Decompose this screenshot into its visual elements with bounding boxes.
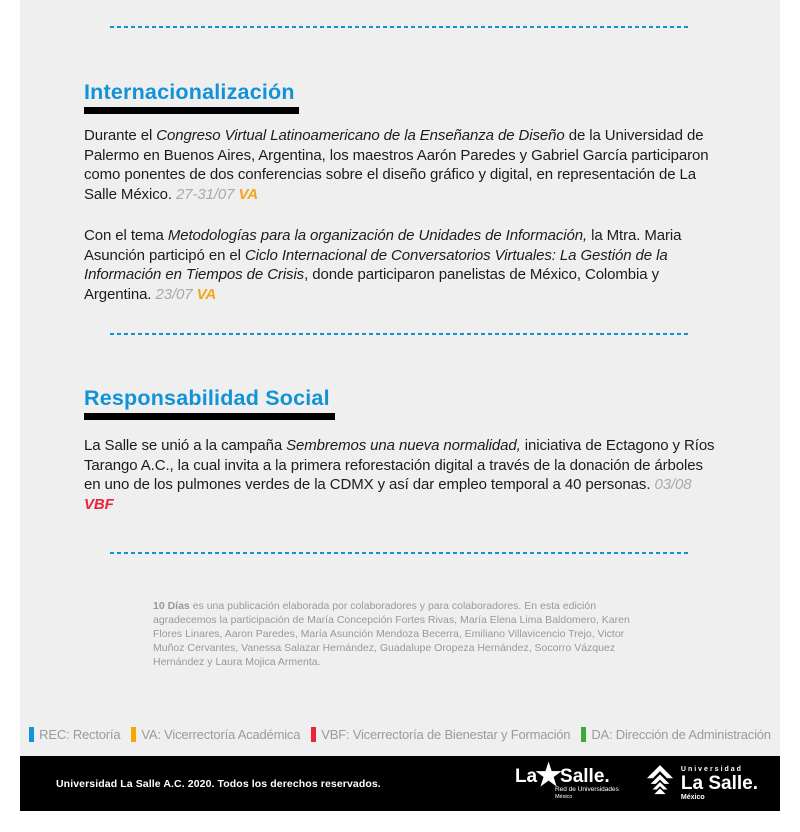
dashed-separator-top: [110, 26, 690, 28]
section-heading: Responsabilidad Social: [84, 386, 330, 410]
legend-label: DA: Dirección de Administración: [591, 727, 771, 742]
credits-text: 10 Días es una publicación elaborada por colaboradores y para colaboradores. En esta edición agradecemos la participación de María Concepción Fortes Rivas, María Elena Lima Baldomero, Karen Flores Linares, Aaron Paredes, María Asunción Mendoza Becerra, Emiliano Villavicencio Trejo, Victor Muñoz Cervantes, Vanessa Salazar Hernández, Guadalupe Oropeza Hernández, Socorro Vázquez Hernández y Laura Mojica Armenta.: [153, 600, 630, 668]
va-color-swatch: [131, 727, 136, 742]
legend-label: REC: Rectoría: [39, 727, 121, 742]
footer-logos: [514, 759, 758, 803]
star-icon: ★: [535, 759, 563, 792]
lasalle-mexico-wordmark: [681, 766, 758, 802]
paragraph-sembremos: La Salle se unió a la campaña Sembremos una nueva normalidad, iniciativa de Ectagono y Ríos Tarango A.C., la cual invita a la primera reforestación digital a través de la donación de árboles en uno de los pulmones verdes de la CDMX y así dar empleo temporal a 40 personas. 03/08 VBF: [84, 437, 715, 513]
heading-underline-bar: [84, 107, 299, 114]
legend-bar: [20, 727, 780, 742]
rec-color-swatch: [29, 727, 34, 742]
da-color-swatch: [581, 727, 586, 742]
wordmark-salle: Salle.: [560, 765, 610, 787]
legend-item-vbf: [311, 727, 570, 742]
section-heading: Internacionalización: [84, 80, 295, 104]
legend-item-rec: [29, 727, 120, 742]
dashed-separator-bottom: [110, 552, 690, 554]
section-internacionalizacion: [84, 80, 295, 114]
legend-item-da: [581, 727, 771, 742]
heading-underline-bar: [84, 413, 335, 420]
universidad-label: Universidad: [680, 765, 743, 773]
lasalle-shield-icon: [645, 764, 675, 803]
mexico-label: México: [554, 793, 573, 800]
lasalle-red-universidades-logo: [514, 759, 619, 801]
dashed-separator-middle: [110, 333, 690, 335]
legend-label: VA: Vicerrectoría Académica: [141, 727, 301, 742]
copyright-text: Universidad La Salle A.C. 2020. Todos los derechos reservados.: [56, 777, 381, 790]
paragraph-congreso-virtual: Durante el Congreso Virtual Latinoamericano de la Enseñanza de Diseño de la Universidad de Palermo en Buenos Aires, Argentina, los maestros Aarón Paredes y Gabriel García participaron como ponentes de dos conferencias sobre el diseño gráfico y digital, en representación de La Salle México. 27-31/07 VA: [84, 127, 709, 203]
red-de-universidades-label: Red de Universidades: [554, 785, 619, 793]
section-responsabilidad-social: [84, 386, 330, 420]
vbf-color-swatch: [311, 727, 316, 742]
legend-item-va: [131, 727, 300, 742]
wordmark-la: La: [514, 765, 538, 787]
footer-bar: [20, 756, 780, 811]
mexico-label: México: [680, 793, 705, 801]
lasalle-label: La Salle.: [680, 772, 758, 794]
paragraph-metodologias: Con el tema Metodologías para la organización de Unidades de Información, la Mtra. Maria Asunción participó en el Ciclo Internacional de Conversatorios Virtuales: La Gestión de la Información en Tiempos de Crisis, donde participaron panelistas de México, Colombia y Argentina. 23/07 VA: [84, 227, 682, 303]
universidad-lasalle-mexico-logo: [645, 764, 758, 803]
legend-label: VBF: Vicerrectoría de Bienestar y Formación: [321, 727, 571, 742]
